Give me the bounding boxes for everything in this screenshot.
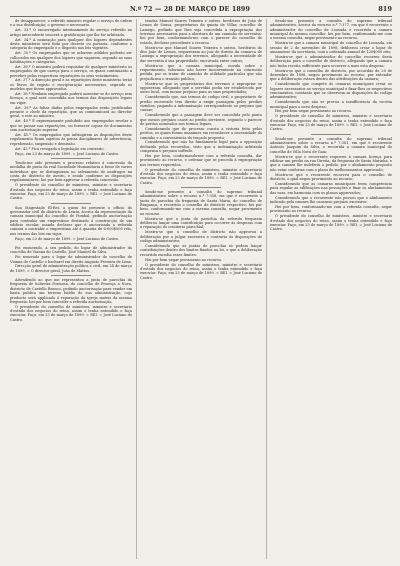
paragraph: Sua Magestade El-Rei, a quem foi presente o officio do governador civil do districto de Leiria, ácerca da representação da camara municipal do concelho de Pombal, pedindo auctorisação para contrahir um emprestimo destinado á construcção de um edificio escolar, manda declarar que é auctorisada a referida camara a contrahir o emprestimo até á quantia de 6:000$000 réis, nos termos das leis em vigor. [10,205,132,236]
paragraph: Considerando que as juntas de parochia só podem lançar contribuições dentro dos limites fixados na lei, e que a deliberação recorrida excedia esses limites: [140,243,262,257]
column-middle [140,19,262,559]
paragraph: O presidente do conselho de ministros, ministro e secretario d'estado dos negocios do reino, assim o tenha entendido e faça executar. Paço, em 23 de março de 1899. = REI. = José Luciano de Castro. [10,183,132,201]
paragraph: Mostra-se que o administrador do concelho recorreu desta deliberação para o conselho de districto, allegando que a camara não tinha receita sufficiente para occorrer a mais esta despeza; [270,54,392,68]
paragraph: Art. 36.º O ministro poderá requisitar de qualquer ministerio os empregados de que careça para o serviço, os quaes continuarão a perceber pelas respectivas repartições os seus vencimentos. [10,64,132,78]
paragraph: Considerando que não ha fundamento legal para a opposição deduzida pelos recorridos, visto que a indemnisação arbitrada compensa o prejuizo soffrido: [140,140,262,154]
paragraph: Art. 35.º Os empregados que se acharem addidos poderão ser collocados em qualquer dos logares que vagarem, segundo as suas habilitações e categorias. [10,51,132,64]
paragraph: Tendo-me sido presente o processo relativo á concessão da medalha de prata da real Sociedade Humanitaria a favor de varios individuos que se distinguiram no salvamento de naufragos na costa do districto de Aveiro, e sendo conforme as disposições regulamentares: hei por bem approvar a referida concessão. [10,160,132,183]
paragraph: Mostra-se que o conselho de districto, por accordão de 20 de dezembro de 1898, negou provimento ao recurso, por entender que a deliberação estava dentro das attribuições da camara; [270,68,392,82]
paragraph: Hei por bem, conformando-me com a referida consulta, dar provimento ao recurso, e ordenar que se proceda á expropriação nos termos requeridos. [140,154,262,167]
paragraph: Foi nomeado para o logar de administrador do concelho de Vianna do Castello o bacharel em direito Augusto Ferreira de Lima. [10,255,132,264]
paragraph: O presidente do conselho de ministros, ministro e secretario d'estado dos negocios do reino, assim o tenha entendido e faça executar. Paço, em 23 de março de 1899. = REI. = José Luciano de Castro. [140,167,262,185]
column-divider [136,19,137,559]
paragraph: Foi exonerado, a seu pedido, do logar de administrador do concelho de Vianna do Castello, José Manuel da Silva. [10,245,132,255]
paragraph: Mostra-se que a junta de parochia da referida freguezia deliberou lançar uma contribuição para occorrer ás despezas com a reparação do cemiterio parochial; [140,216,262,230]
paragraph: Art. 34.º A nomeação para qualquer dos logares dependentes deste ministerio será feita por decreto ou portaria, conforme a categoria do empregado e o disposto nas leis vigentes. [10,37,132,51]
paragraph: Mostra-se que o recorrente requereu á camara licença para edificar um predio na rua Direita, da freguezia de Santa Marinha, e que a camara lhe indeferiu o pedido, por o alinhamento proposto não estar conforme com o plano de melhoramentos approvado; [270,154,392,172]
paragraph: Considerando que as camaras municipaes teem competencia para regular as edificações nas povoações e fixar os alinhamentos das ruas, em harmonia com os planos approvados; [270,181,392,195]
paragraph: Art. 40.º É expressamente prohibido aos empregados revelar o que se passar nas repartições, ou fornecer copias de documentos sem auctorisação superior. [10,119,132,132]
paragraph: Mostra-se que a camara municipal do concelho de Lousada, em sessão de 2 de novembro de 1898, deliberou crear o logar de amanuense da secretaria, com o ordenado annual de 120$000 réis; [270,41,392,54]
paragraph: Considerando que do processo consta a vistoria feita pelos peritos, os quaes foram unanimes em reconhecer a necessidade do caminho e a conveniencia do traçado proposto; [140,126,262,140]
paragraph: Mostra-se que a camara municipal, ouvida sobre o requerimento, informou não haver inconveniente na concessão pedida, por se tratar de caminho de utilidade particular que não prejudicava o transito publico; [140,63,262,81]
paragraph: Paço, em 23 de março de 1899. = José Luciano de Castro. [15,236,120,241]
text-columns [10,19,392,559]
paragraph: O presidente do conselho de ministros, ministro e secretario d'estado dos negocios do reino, assim o tenha entendido e faça executar. Paço, em 23 de março de 1899. = REI. = José Luciano de Castro. [10,304,132,322]
paragraph: Considerando que, nos termos do codigo civil, o proprietario de predio encravado tem direito a exigir passagem pelos predios vizinhos, pagando a indemnisação correspondente ao prejuizo que causar; [140,95,262,113]
page-number: 819 [378,5,392,13]
gazette-page [10,4,392,562]
section-divider [51,203,91,204]
paragraph: Considerando que o recorrente não provou que o alinhamento indicado pela camara lhe causasse prejuizo excessivo: [270,195,392,204]
issue-number-date: N.º 72 — 28 DE MARÇO DE 1899 [130,5,251,13]
paragraph: O presidente do conselho de ministros, ministro e secretario d'estado dos negocios do reino, assim o tenha entendido e faça executar. Paço, em 23 de março de 1899. = REI. = José Luciano de Castro. [140,262,262,280]
paragraph: de desapparecer; o referido ministro regular o serviço de ordem e a sua distribuição; o governo e necessario. [10,19,132,28]
section-divider [51,243,91,244]
paragraph: Considerando que não se provou a insufficiencia da receita municipal para a nova despeza: [270,100,392,109]
paragraph: Hei por bem negar provimento ao recurso. [145,257,222,262]
section-divider [311,134,351,135]
paragraph: Mostra-se que o recorrente recorreu para o conselho de districto, o qual negou provimento ao recurso; [270,172,392,182]
column-right [270,19,392,559]
paragraph: Art. 33.º O encarregado interinamente do serviço referido no artigo antecedente vencerá a gratificação que lhe for arbitrada. [10,28,132,37]
paragraph: Art. 37.º A direcção geral e as repartições deste ministerio terão os livros de registo e escripturação necessarios, segundo os modelos que forem approvados. [10,78,132,92]
paragraph: Art. 39.º As faltas dadas pelos empregados serão justificadas perante o chefe da repartição, que as communicará ao director geral, e este ao ministro. [10,105,132,119]
paragraph: Sendo-me presente a consulta do supremo tribunal administrativo sobre o recurso n.º 7:381, em que é recorrente Antonio Joaquim da Silva, e recorrida a camara municipal do concelho de Villa Nova de Gaia: [270,136,392,154]
paragraph: Hei por bem negar provimento ao recurso. [275,109,352,114]
section-divider [51,158,91,159]
paragraph: vendas Manuel Soares Teixeira e outros, herdeiros de João de Lemos de Sousa, proprietarios da quinta de Villar, concelho de Lamego, pedindo que lhes seja concedida a expropriação dos terrenos necessarios para a abertura de um caminho de serventia: hei por bem, conformando-me com o parecer do conselho de estado, declarar procedente o recurso. [140,19,262,45]
paragraph: Attendendo ao que me representou a junta de parochia da freguezia de Sobreira Formosa, do concelho de Proença a Nova, districto de Castello Branco, pedindo auctorisação para vender em hasta publica um terreno baldio de sua administração, cujo producto será applicado á reparação da igreja matriz da mesma freguezia: hei por bem conceder a referida auctorisação. [10,278,132,304]
paragraph: Hei por bem, conformando-me com a referida consulta, negar provimento ao recurso. [270,204,392,214]
section-divider [51,275,91,276]
paragraph: Sendo-me presente a consulta do supremo tribunal administrativo, ácerca do recurso n.º 7:377, em que é recorrente o administrador do concelho de Lousada e recorrida a camara municipal do mesmo concelho: hei por bem, conformando-me com a mesma consulta, negar provimento ao recurso. [270,19,392,41]
column-left [10,19,132,559]
paragraph: Considerando que a passagem deve ser concedida pelo ponto que menos prejuizo cause ao predio serviente, segundo o parecer de peritos nomeados nos termos legaes; [140,113,262,126]
paragraph: O presidente do conselho de ministros, ministro e secretario d'estado dos negocios do reino, assim o tenha entendido e faça executar. Paço, em 23 de março de 1899. = REI. = José Luciano de Castro. [270,114,392,132]
paragraph: O presidente do conselho de ministros, ministro e secretario d'estado dos negocios do reino, assim o tenha entendido e faça executar. Paço, em 23 de março de 1899. = REI. = José Luciano de Castro. [270,214,392,232]
paragraph: Art. 41.º Os empregados que infringirem as disposições deste regulamento ficam sujeitos ás penas disciplinares de advertencia, reprehensão, suspensão e demissão. [10,132,132,146]
paragraph: Mostra-se que o conselho de districto não approvou a deliberação por a julgar excessiva e contraria ás disposições do codigo administrativo; [140,230,262,244]
paragraph: Mostra-se que os proprietarios dos terrenos a expropriar se oppozeram, allegando que a servidão podia ser estabelecida por outro local, com menor prejuizo para as suas propriedades; [140,81,262,95]
paragraph: Art. 42.º Fica revogada a legislação em contrario. [15,146,105,151]
paragraph: Considerando que compete ás camaras municipaes crear os logares necessarios ao serviço municipal e fixar-lhes os respectivos vencimentos, comtanto que se observem as disposições do codigo administrativo; [270,82,392,100]
column-divider [266,19,267,559]
paragraph: Sendo-me presente a consulta do supremo tribunal administrativo sobre o recurso n.º 7:358, em que é recorrente a junta de parochia da freguezia de Santa Maria, do concelho de Bragança, e recorrido o conselho de districto respectivo: hei por bem, conformando-me com a mesma consulta, negar provimento ao recurso. [140,190,262,216]
paragraph: Mostra-se que Manuel Soares Teixeira e outros, herdeiros do dito João de Lemos, requereram ao juiz de direito da comarca de Lamego a expropriação dos terrenos, allegando a necessidade de dar serventia á sua propriedade, encravada entre outras; [140,45,262,63]
paragraph: Art. 38.º Nenhum empregado poderá ausentar-se do serviço sem licença, a qual será concedida nos termos das disposições legaes em vigor. [10,92,132,105]
page-header [10,4,392,17]
paragraph: Paço, em 23 de março de 1899. = José Luciano de Castro. [15,151,120,156]
section-divider [181,187,221,188]
paragraph: Direcção geral de administração politica e civil, em 24 de março de 1899. = O director geral, João de Mattos. [10,264,132,273]
